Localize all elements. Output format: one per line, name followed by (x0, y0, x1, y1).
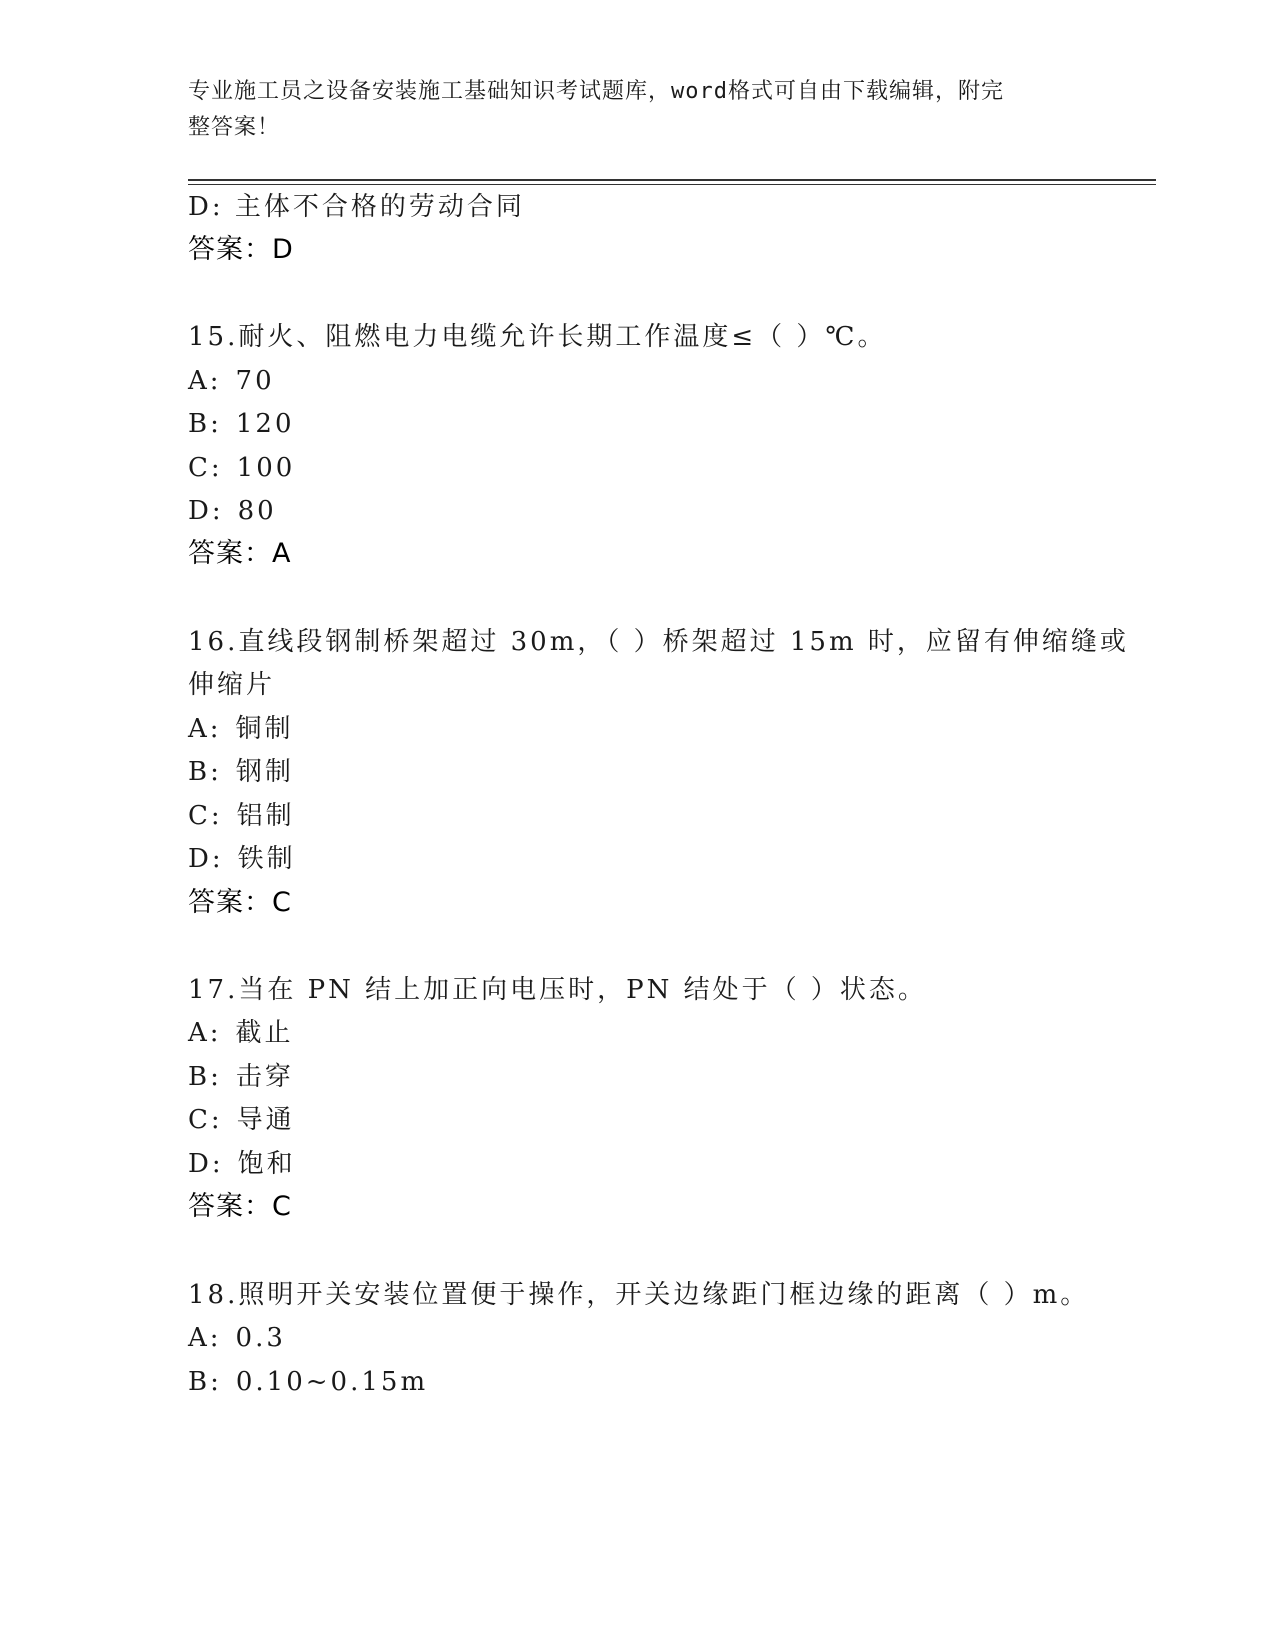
prev-answer: 答案：D (188, 234, 294, 265)
question-18-option-a: A: 0.3 (188, 1323, 286, 1353)
question-16-option-d: D: 铁制 (188, 844, 296, 874)
question-18-text: 18.照明开关安装位置便于操作，开关边缘距门框边缘的距离（ ）m。 (188, 1280, 1090, 1310)
question-16-text-line-1: 16.直线段钢制桥架超过 30m，（ ）桥架超过 15m 时，应留有伸缩缝或 (188, 627, 1129, 657)
question-17-answer: 答案：C (188, 1191, 292, 1222)
question-16-option-c: C: 铝制 (188, 801, 295, 831)
question-18-option-b: B: 0.10~0.15m (188, 1367, 429, 1397)
question-16-option-b: B: 钢制 (188, 757, 294, 787)
document-header (188, 74, 1088, 146)
header-divider-thin (188, 184, 1156, 185)
prev-option-d: D: 主体不合格的劳动合同 (188, 192, 525, 222)
question-16-text-line-2: 伸缩片 (188, 670, 276, 700)
header-line-2: 整答案！ (188, 115, 281, 140)
header-line-1: 专业施工员之设备安装施工基础知识考试题库，word格式可自由下载编辑，附完 (188, 79, 1004, 104)
header-divider-thick (188, 179, 1156, 181)
question-17-option-b: B: 击穿 (188, 1062, 294, 1092)
question-15-option-d: D: 80 (188, 496, 277, 526)
question-15-text: 15.耐火、阻燃电力电缆允许长期工作温度≤（ ）℃。 (188, 322, 887, 352)
question-15-option-a: A: 70 (188, 366, 275, 396)
question-17-text: 17.当在 PN 结上加正向电压时，PN 结处于（ ）状态。 (188, 975, 927, 1005)
question-15-option-b: B: 120 (188, 409, 295, 439)
question-17-option-d: D: 饱和 (188, 1149, 296, 1179)
question-17-option-a: A: 截止 (188, 1018, 294, 1048)
question-16-answer: 答案：C (188, 887, 292, 918)
question-17-option-c: C: 导通 (188, 1105, 295, 1135)
question-16-option-a: A: 铜制 (188, 714, 294, 744)
question-15-option-c: C: 100 (188, 453, 296, 483)
question-15-answer: 答案：A (188, 538, 292, 569)
